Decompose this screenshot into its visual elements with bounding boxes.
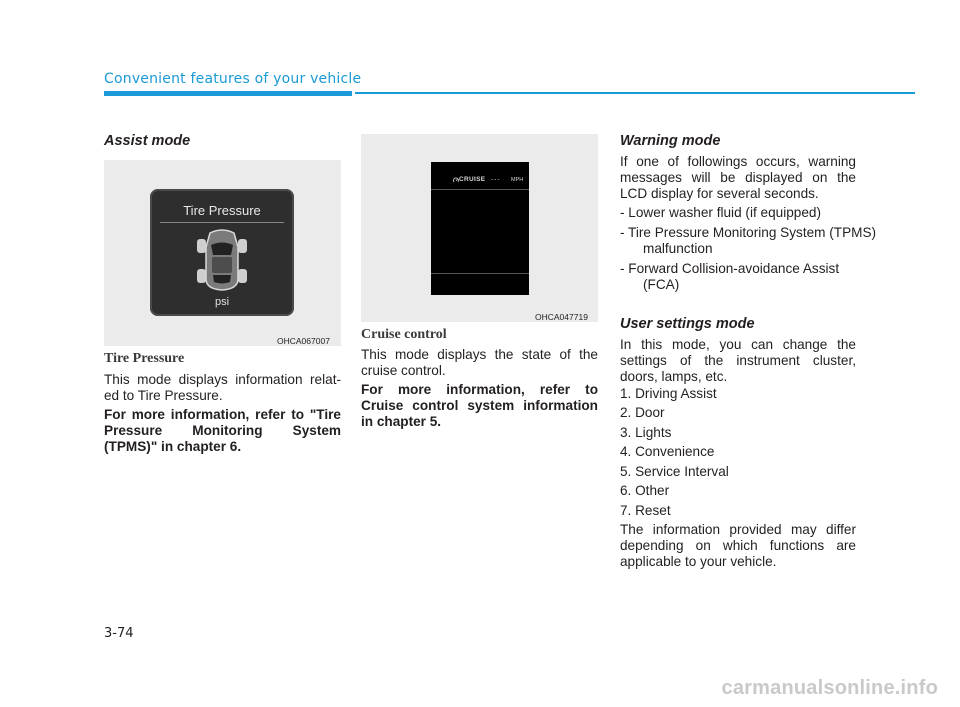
settings-list-item: 3. Lights — [620, 425, 672, 440]
settings-list-item: 7. Reset — [620, 503, 671, 518]
tire-pressure-unit: psi — [214, 296, 230, 308]
tire-pressure-subheading: Tire Pressure — [104, 351, 185, 366]
settings-list-item: 5. Service Interval — [620, 464, 729, 479]
chapter-title: Convenient features of your vehicle — [104, 71, 362, 87]
car-top-view-icon — [192, 227, 252, 293]
user-settings-heading: User settings mode — [620, 316, 755, 332]
assist-mode-heading: Assist mode — [104, 133, 191, 149]
page-number: 3-74 — [104, 626, 134, 641]
tire-pressure-display — [150, 189, 294, 316]
tire-pressure-description: This mode displays information relat- ed to Tire Pressure. — [104, 372, 341, 403]
header-bar-thick — [104, 91, 352, 96]
tire-pressure-reference: For more information, refer to "Tire Pressure Monitoring System (TPMS)" in chapter 6. — [104, 407, 341, 454]
display-divider — [160, 222, 284, 223]
warning-item: - Tire Pressure Monitoring System (TPMS) malfunction — [620, 225, 877, 256]
cruise-control-display — [431, 162, 529, 295]
warning-item: - Forward Collision-avoidance Assist (FCA) — [620, 261, 840, 292]
cruise-control-description: This mode displays the state of the cruise control. — [361, 347, 598, 378]
figure-code: OHCA047719 — [535, 312, 588, 322]
cruise-label: CRUISE — [459, 176, 486, 183]
display-divider — [431, 273, 529, 274]
header-rule — [355, 92, 915, 94]
display-divider — [431, 189, 529, 190]
speed-unit: MPH — [511, 177, 524, 183]
set-speed-placeholder: --- — [491, 176, 501, 183]
watermark: carmanualsonline.info — [721, 677, 938, 699]
tire-pressure-display-title: Tire Pressure — [183, 203, 261, 218]
warning-mode-heading: Warning mode — [620, 133, 721, 149]
cruise-control-subheading: Cruise control — [361, 327, 447, 342]
warning-mode-intro: If one of followings occurs, warning messages will be displayed on the LCD display for several seconds. — [620, 154, 856, 201]
user-settings-note: The information provided may differ depending on which functions are applicable to your vehicle. — [620, 522, 856, 569]
settings-list-item: 1. Driving Assist — [620, 386, 717, 401]
warning-item: - Lower washer fluid (if equipped) — [620, 205, 821, 220]
settings-list-item: 2. Door — [620, 405, 665, 420]
user-settings-intro: In this mode, you can change the settings of the instrument cluster, doors, lamps, etc. — [620, 337, 856, 384]
figure-code: OHCA067007 — [277, 336, 330, 346]
settings-list-item: 4. Convenience — [620, 444, 715, 459]
settings-list-item: 6. Other — [620, 483, 670, 498]
cruise-control-reference: For more information, refer to Cruise control system information in chapter 5. — [361, 382, 598, 429]
